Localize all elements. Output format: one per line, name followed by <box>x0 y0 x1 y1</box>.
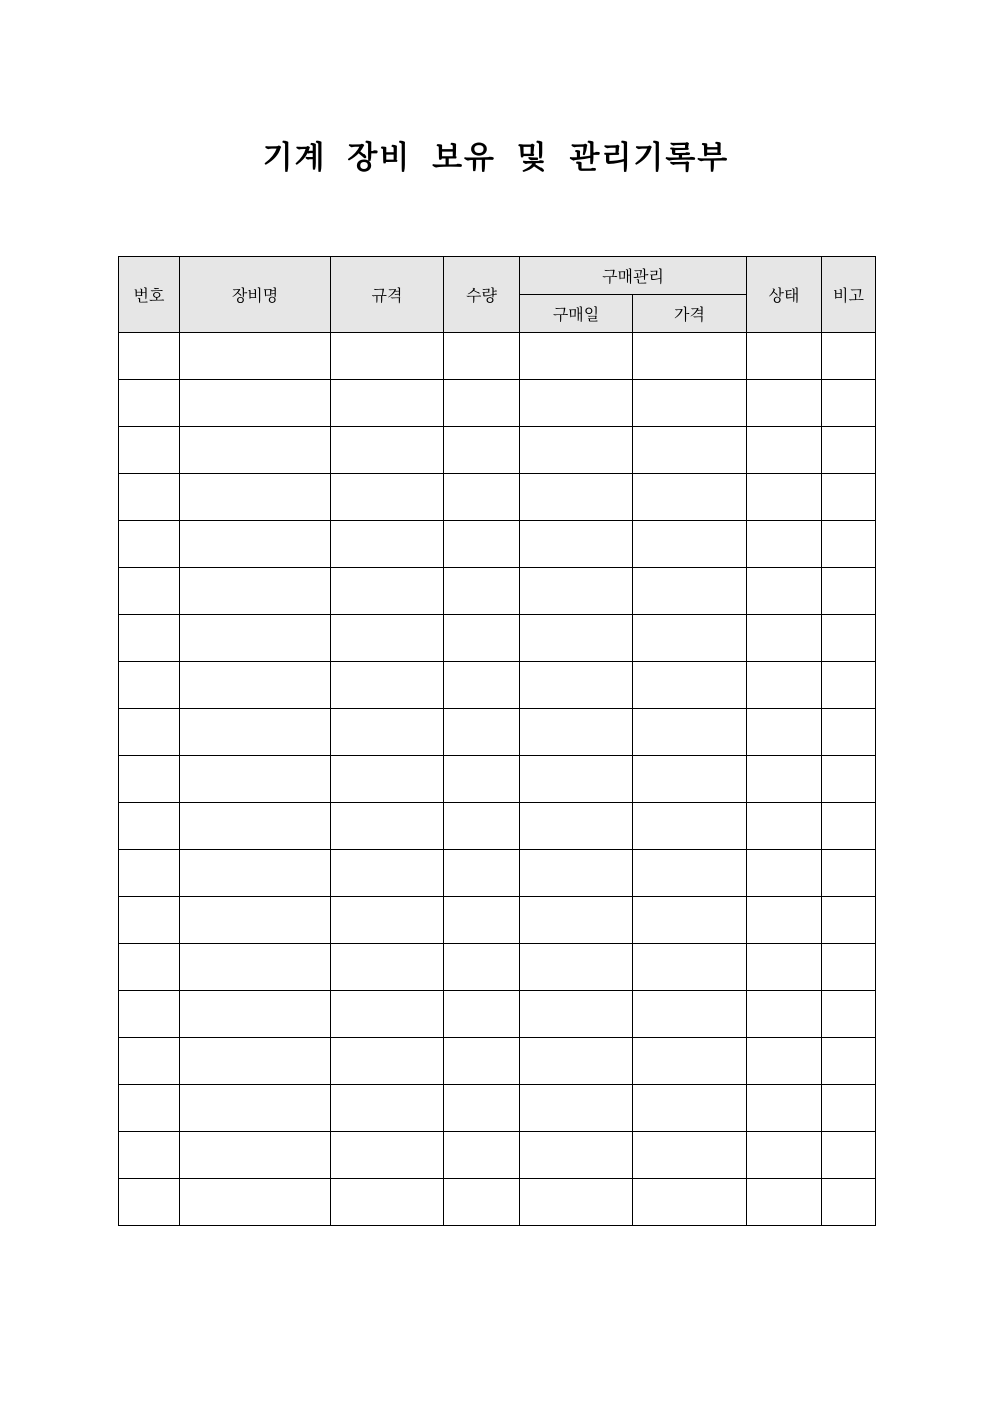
price-cell[interactable] <box>633 803 747 850</box>
price-cell[interactable] <box>633 615 747 662</box>
number-cell[interactable] <box>119 991 180 1038</box>
equipment-name-cell[interactable] <box>180 380 331 427</box>
status-cell[interactable] <box>747 662 822 709</box>
spec-cell[interactable] <box>331 944 444 991</box>
number-cell[interactable] <box>119 568 180 615</box>
quantity-cell[interactable] <box>444 1179 520 1226</box>
status-cell[interactable] <box>747 1085 822 1132</box>
quantity-cell[interactable] <box>444 474 520 521</box>
equipment-name-cell[interactable] <box>180 1085 331 1132</box>
spec-cell[interactable] <box>331 427 444 474</box>
price-cell[interactable] <box>633 709 747 756</box>
quantity-cell[interactable] <box>444 1132 520 1179</box>
purchase-date-cell[interactable] <box>520 1179 633 1226</box>
table-row <box>119 380 876 427</box>
spec-cell[interactable] <box>331 850 444 897</box>
equipment-name-cell[interactable] <box>180 991 331 1038</box>
price-cell[interactable] <box>633 521 747 568</box>
number-cell[interactable] <box>119 1085 180 1132</box>
purchase-date-cell[interactable] <box>520 662 633 709</box>
remarks-cell[interactable] <box>822 1132 876 1179</box>
status-cell[interactable] <box>747 897 822 944</box>
number-cell[interactable] <box>119 1132 180 1179</box>
header-spec: 규격 <box>331 257 444 333</box>
table-row <box>119 427 876 474</box>
equipment-name-cell[interactable] <box>180 756 331 803</box>
equipment-name-cell[interactable] <box>180 568 331 615</box>
table-row <box>119 991 876 1038</box>
number-cell[interactable] <box>119 709 180 756</box>
quantity-cell[interactable] <box>444 615 520 662</box>
remarks-cell[interactable] <box>822 615 876 662</box>
remarks-cell[interactable] <box>822 662 876 709</box>
remarks-cell[interactable] <box>822 944 876 991</box>
number-cell[interactable] <box>119 897 180 944</box>
quantity-cell[interactable] <box>444 333 520 380</box>
quantity-cell[interactable] <box>444 1038 520 1085</box>
header-quantity: 수량 <box>444 257 520 333</box>
quantity-cell[interactable] <box>444 427 520 474</box>
remarks-cell[interactable] <box>822 1038 876 1085</box>
number-cell[interactable] <box>119 380 180 427</box>
price-cell[interactable] <box>633 568 747 615</box>
price-cell[interactable] <box>633 756 747 803</box>
status-cell[interactable] <box>747 1038 822 1085</box>
table-header <box>119 257 876 333</box>
equipment-name-cell[interactable] <box>180 662 331 709</box>
equipment-name-cell[interactable] <box>180 427 331 474</box>
status-cell[interactable] <box>747 1179 822 1226</box>
number-cell[interactable] <box>119 521 180 568</box>
quantity-cell[interactable] <box>444 756 520 803</box>
quantity-cell[interactable] <box>444 803 520 850</box>
purchase-date-cell[interactable] <box>520 380 633 427</box>
number-cell[interactable] <box>119 427 180 474</box>
remarks-cell[interactable] <box>822 756 876 803</box>
table-row <box>119 803 876 850</box>
header-equipment-name: 장비명 <box>180 257 331 333</box>
equipment-name-cell[interactable] <box>180 709 331 756</box>
purchase-date-cell[interactable] <box>520 333 633 380</box>
purchase-date-cell[interactable] <box>520 568 633 615</box>
document-title: 기계 장비 보유 및 관리기록부 <box>262 140 730 176</box>
number-cell[interactable] <box>119 1179 180 1226</box>
status-cell[interactable] <box>747 756 822 803</box>
purchase-date-cell[interactable] <box>520 1038 633 1085</box>
header-purchase-group: 구매관리 <box>520 257 747 295</box>
equipment-ledger-table <box>118 256 876 1226</box>
purchase-date-cell[interactable] <box>520 521 633 568</box>
equipment-name-cell[interactable] <box>180 1038 331 1085</box>
price-cell[interactable] <box>633 944 747 991</box>
table-row <box>119 521 876 568</box>
purchase-date-cell[interactable] <box>520 897 633 944</box>
status-cell[interactable] <box>747 991 822 1038</box>
remarks-cell[interactable] <box>822 803 876 850</box>
spec-cell[interactable] <box>331 1038 444 1085</box>
status-cell[interactable] <box>747 709 822 756</box>
purchase-date-cell[interactable] <box>520 944 633 991</box>
purchase-date-cell[interactable] <box>520 427 633 474</box>
price-cell[interactable] <box>633 474 747 521</box>
quantity-cell[interactable] <box>444 850 520 897</box>
header-purchase-date: 구매일 <box>520 295 633 333</box>
remarks-cell[interactable] <box>822 521 876 568</box>
equipment-name-cell[interactable] <box>180 803 331 850</box>
purchase-date-cell[interactable] <box>520 709 633 756</box>
price-cell[interactable] <box>633 662 747 709</box>
spec-cell[interactable] <box>331 803 444 850</box>
spec-cell[interactable] <box>331 897 444 944</box>
table-row <box>119 474 876 521</box>
number-cell[interactable] <box>119 803 180 850</box>
spec-cell[interactable] <box>331 521 444 568</box>
spec-cell[interactable] <box>331 615 444 662</box>
quantity-cell[interactable] <box>444 521 520 568</box>
purchase-date-cell[interactable] <box>520 991 633 1038</box>
number-cell[interactable] <box>119 850 180 897</box>
price-cell[interactable] <box>633 1179 747 1226</box>
price-cell[interactable] <box>633 1132 747 1179</box>
status-cell[interactable] <box>747 803 822 850</box>
table-row <box>119 333 876 380</box>
table-row <box>119 944 876 991</box>
spec-cell[interactable] <box>331 709 444 756</box>
header-price: 가격 <box>633 295 747 333</box>
quantity-cell[interactable] <box>444 662 520 709</box>
status-cell[interactable] <box>747 615 822 662</box>
spec-cell[interactable] <box>331 662 444 709</box>
remarks-cell[interactable] <box>822 333 876 380</box>
status-cell[interactable] <box>747 380 822 427</box>
price-cell[interactable] <box>633 850 747 897</box>
purchase-date-cell[interactable] <box>520 615 633 662</box>
quantity-cell[interactable] <box>444 991 520 1038</box>
equipment-name-cell[interactable] <box>180 521 331 568</box>
remarks-cell[interactable] <box>822 850 876 897</box>
price-cell[interactable] <box>633 1085 747 1132</box>
spec-cell[interactable] <box>331 1132 444 1179</box>
spec-cell[interactable] <box>331 1085 444 1132</box>
table-row <box>119 1085 876 1132</box>
remarks-cell[interactable] <box>822 380 876 427</box>
price-cell[interactable] <box>633 333 747 380</box>
remarks-cell[interactable] <box>822 427 876 474</box>
purchase-date-cell[interactable] <box>520 803 633 850</box>
quantity-cell[interactable] <box>444 944 520 991</box>
table-row <box>119 850 876 897</box>
header-remarks: 비고 <box>822 257 876 333</box>
price-cell[interactable] <box>633 897 747 944</box>
status-cell[interactable] <box>747 850 822 897</box>
purchase-date-cell[interactable] <box>520 474 633 521</box>
equipment-name-cell[interactable] <box>180 615 331 662</box>
price-cell[interactable] <box>633 1038 747 1085</box>
table-row <box>119 1179 876 1226</box>
remarks-cell[interactable] <box>822 709 876 756</box>
spec-cell[interactable] <box>331 1179 444 1226</box>
status-cell[interactable] <box>747 568 822 615</box>
spec-cell[interactable] <box>331 474 444 521</box>
number-cell[interactable] <box>119 474 180 521</box>
price-cell[interactable] <box>633 380 747 427</box>
remarks-cell[interactable] <box>822 1085 876 1132</box>
spec-cell[interactable] <box>331 568 444 615</box>
status-cell[interactable] <box>747 1132 822 1179</box>
number-cell[interactable] <box>119 944 180 991</box>
equipment-name-cell[interactable] <box>180 850 331 897</box>
table-body <box>119 333 876 1226</box>
spec-cell[interactable] <box>331 333 444 380</box>
header-status: 상태 <box>747 257 822 333</box>
number-cell[interactable] <box>119 662 180 709</box>
table-row <box>119 662 876 709</box>
number-cell[interactable] <box>119 756 180 803</box>
status-cell[interactable] <box>747 427 822 474</box>
table-row <box>119 568 876 615</box>
equipment-name-cell[interactable] <box>180 1132 331 1179</box>
quantity-cell[interactable] <box>444 380 520 427</box>
table-row <box>119 897 876 944</box>
quantity-cell[interactable] <box>444 1085 520 1132</box>
remarks-cell[interactable] <box>822 991 876 1038</box>
equipment-name-cell[interactable] <box>180 1179 331 1226</box>
equipment-name-cell[interactable] <box>180 944 331 991</box>
quantity-cell[interactable] <box>444 897 520 944</box>
spec-cell[interactable] <box>331 380 444 427</box>
equipment-name-cell[interactable] <box>180 474 331 521</box>
table-row <box>119 709 876 756</box>
number-cell[interactable] <box>119 1038 180 1085</box>
status-cell[interactable] <box>747 521 822 568</box>
quantity-cell[interactable] <box>444 568 520 615</box>
purchase-date-cell[interactable] <box>520 756 633 803</box>
header-number: 번호 <box>119 257 180 333</box>
remarks-cell[interactable] <box>822 1179 876 1226</box>
remarks-cell[interactable] <box>822 568 876 615</box>
table-row <box>119 1038 876 1085</box>
status-cell[interactable] <box>747 333 822 380</box>
remarks-cell[interactable] <box>822 474 876 521</box>
table-row <box>119 756 876 803</box>
spec-cell[interactable] <box>331 991 444 1038</box>
equipment-name-cell[interactable] <box>180 897 331 944</box>
purchase-date-cell[interactable] <box>520 1085 633 1132</box>
purchase-date-cell[interactable] <box>520 1132 633 1179</box>
equipment-name-cell[interactable] <box>180 333 331 380</box>
price-cell[interactable] <box>633 427 747 474</box>
spec-cell[interactable] <box>331 756 444 803</box>
status-cell[interactable] <box>747 944 822 991</box>
quantity-cell[interactable] <box>444 709 520 756</box>
purchase-date-cell[interactable] <box>520 850 633 897</box>
status-cell[interactable] <box>747 474 822 521</box>
number-cell[interactable] <box>119 333 180 380</box>
table-row <box>119 615 876 662</box>
remarks-cell[interactable] <box>822 897 876 944</box>
table-row <box>119 1132 876 1179</box>
number-cell[interactable] <box>119 615 180 662</box>
price-cell[interactable] <box>633 991 747 1038</box>
